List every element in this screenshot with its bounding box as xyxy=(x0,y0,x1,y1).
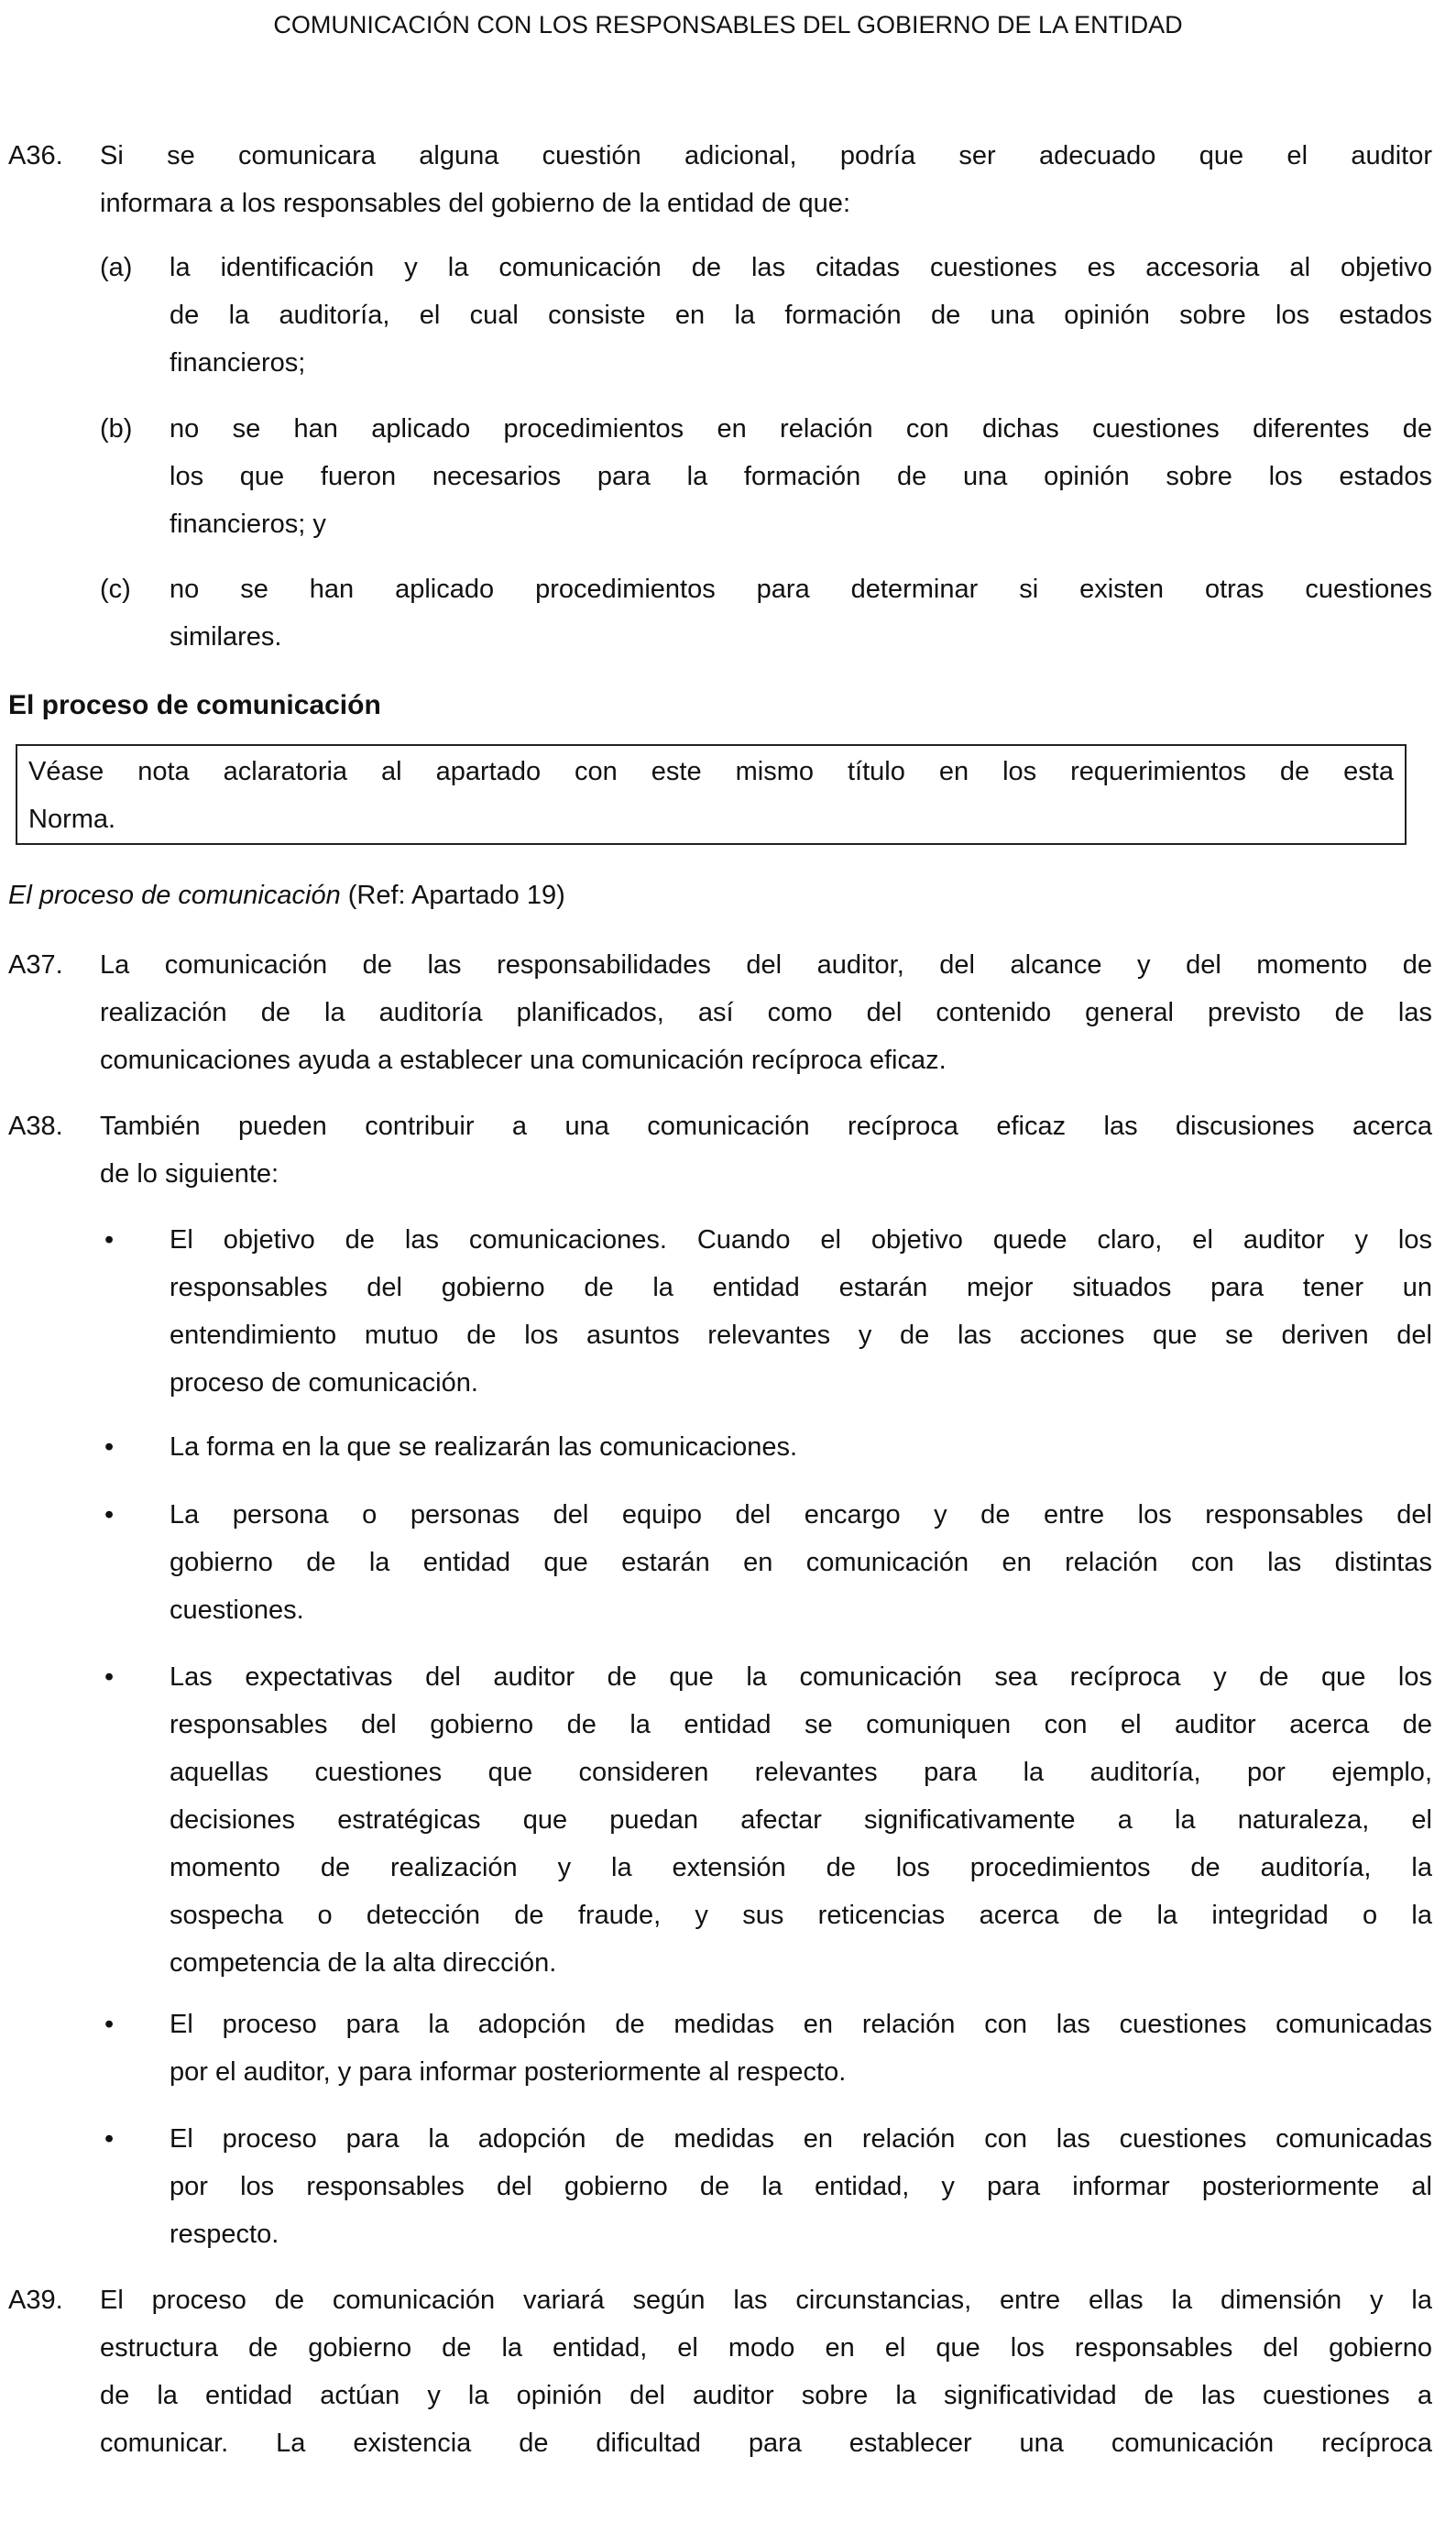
text-line: competencia de la alta dirección. xyxy=(170,1948,557,1978)
text-line: similares. xyxy=(170,622,282,652)
subheading-ref: (Ref: Apartado 19) xyxy=(340,881,565,910)
bullet: • xyxy=(104,1500,115,1530)
note-line: Véase nota aclaratoria al apartado con este mismo título en los requerimientos de esta xyxy=(28,757,1394,786)
text-line: de la entidad actúan y la opinión del auditor sobre la significatividad de las cuestiones a xyxy=(100,2381,1432,2410)
text-line: La forma en la que se realizarán las comunicaciones. xyxy=(170,1432,798,1462)
bullet: • xyxy=(104,2124,115,2154)
text-line: realización de la auditoría planificados, así como del contenido general previsto de las xyxy=(100,998,1432,1027)
text-line: los que fueron necesarios para la formación de una opinión sobre los estados xyxy=(170,462,1432,491)
text-line: gobierno de la entidad que estarán en comunicación en relación con las distintas xyxy=(170,1548,1432,1577)
subheading-italic: El proceso de comunicación xyxy=(8,881,341,910)
section-heading: El proceso de comunicación xyxy=(8,690,381,720)
paragraph-label: (b) xyxy=(100,414,133,444)
text-line: la identificación y la comunicación de las citadas cuestiones es accesoria al objetivo xyxy=(170,253,1432,282)
text-line: proceso de comunicación. xyxy=(170,1368,478,1398)
text-line: financieros; xyxy=(170,348,306,378)
text-line: La persona o personas del equipo del encargo y de entre los responsables del xyxy=(170,1500,1432,1530)
text-line: entendimiento mutuo de los asuntos relevantes y de las acciones que se deriven del xyxy=(170,1321,1432,1350)
bullet: • xyxy=(104,1225,115,1255)
text-line: También pueden contribuir a una comunicación recíproca eficaz las discusiones acerca xyxy=(100,1112,1432,1141)
text-line: informara a los responsables del gobierno de la entidad de que: xyxy=(100,189,850,218)
paragraph-label: (c) xyxy=(100,575,131,604)
bullet: • xyxy=(104,1432,115,1462)
text-line: decisiones estratégicas que puedan afectar significativamente a la naturaleza, el xyxy=(170,1805,1432,1835)
text-line: no se han aplicado procedimientos en relación con dichas cuestiones diferentes de xyxy=(170,414,1432,444)
paragraph-label: A39. xyxy=(8,2286,63,2315)
text-line: sospecha o detección de fraude, y sus reticencias acerca de la integridad o la xyxy=(170,1901,1432,1930)
text-line: no se han aplicado procedimientos para determinar si existen otras cuestiones xyxy=(170,575,1432,604)
text-line: por el auditor, y para informar posteriormente al respecto. xyxy=(170,2057,847,2087)
text-line: cuestiones. xyxy=(170,1595,304,1625)
text-line: comunicar. La existencia de dificultad para establecer una comunicación recíproca xyxy=(100,2429,1432,2458)
paragraph-label: A36. xyxy=(8,141,63,170)
text-line: respecto. xyxy=(170,2220,279,2249)
text-line: Las expectativas del auditor de que la comunicación sea recíproca y de que los xyxy=(170,1662,1432,1692)
text-line: La comunicación de las responsabilidades del auditor, del alcance y del momento de xyxy=(100,950,1432,980)
paragraph-label: A37. xyxy=(8,950,63,980)
text-line: Si se comunicara alguna cuestión adicional, podría ser adecuado que el auditor xyxy=(100,141,1432,170)
text-line: por los responsables del gobierno de la entidad, y para informar posteriormente al xyxy=(170,2172,1432,2201)
bullet: • xyxy=(104,1662,115,1692)
text-line: comunicaciones ayuda a establecer una comunicación recíproca eficaz. xyxy=(100,1046,947,1075)
text-line: El proceso de comunicación variará según las circunstancias, entre ellas la dimensión y la xyxy=(100,2286,1432,2315)
text-line: responsables del gobierno de la entidad estarán mejor situados para tener un xyxy=(170,1273,1432,1302)
text-line: aquellas cuestiones que consideren relevantes para la auditoría, por ejemplo, xyxy=(170,1758,1432,1787)
text-line: El proceso para la adopción de medidas en relación con las cuestiones comunicadas xyxy=(170,2124,1432,2154)
text-line: responsables del gobierno de la entidad se comuniquen con el auditor acerca de xyxy=(170,1710,1432,1739)
bullet: • xyxy=(104,2010,115,2039)
text-line: de la auditoría, el cual consiste en la formación de una opinión sobre los estados xyxy=(170,301,1432,330)
text-line: financieros; y xyxy=(170,510,326,539)
note-line: Norma. xyxy=(28,805,116,834)
text-line: El proceso para la adopción de medidas en relación con las cuestiones comunicadas xyxy=(170,2010,1432,2039)
paragraph-label: (a) xyxy=(100,253,133,282)
text-line: El objetivo de las comunicaciones. Cuando el objetivo quede claro, el auditor y los xyxy=(170,1225,1432,1255)
paragraph-label: A38. xyxy=(8,1112,63,1141)
subheading xyxy=(8,872,565,919)
text-line: momento de realización y la extensión de los procedimientos de auditoría, la xyxy=(170,1853,1432,1882)
text-line: de lo siguiente: xyxy=(100,1159,279,1189)
text-line: estructura de gobierno de la entidad, el modo en el que los responsables del gobierno xyxy=(100,2333,1432,2363)
note-box xyxy=(16,744,1407,845)
page-header: COMUNICACIÓN CON LOS RESPONSABLES DEL GOBIERNO DE LA ENTIDAD xyxy=(273,11,1183,38)
